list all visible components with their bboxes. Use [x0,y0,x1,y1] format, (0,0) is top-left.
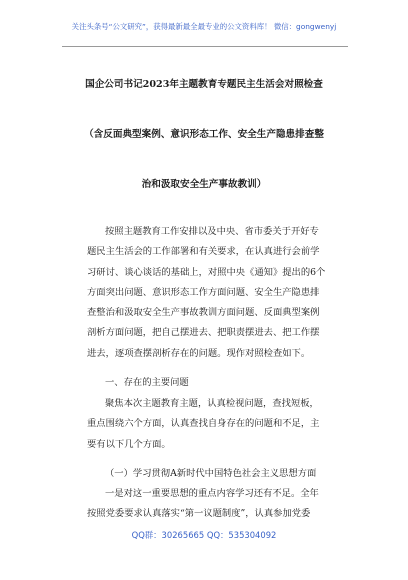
paragraph-line: 进去，逐项查摆剖析存在的问题。现作对照检查如下。 [87,347,311,359]
footer-contact: QQ群：30265665 QQ：535304092 [131,530,277,540]
paragraph-study [87,484,349,525]
paragraph-line: 题民主生活会的工作部署和有关要求，在认真进行会前学 [87,246,320,258]
document-title-line-1: 国企公司书记2023年主题教育专题民主生活会对照检查 [85,79,323,90]
paragraph-line: 聚焦本次主题教育主题，认真检视问题，查找短板， [105,398,319,409]
paragraph-line: 重点围绕六个方面，认真查找自身存在的问题和不足，主 [87,418,320,430]
header-banner: 关注头条号“公文研究”，获得最新最全最专业的公文资料库！ 微信：gongwenyj [71,22,337,31]
paragraph-line: 剖析方面问题，把自己摆进去、把职责摆进去、把工作摆 [87,327,320,339]
paragraph-line: 一是对这一重要思想的重点内容学习还有不足。全年 [105,488,319,499]
paragraph-line: 要有以下几个方面。 [87,438,171,450]
section-heading [87,373,349,393]
document-title-line-3: 治和汲取安全生产事故教训） [141,179,267,190]
subsection-heading-text: （一）学习贯彻A新时代中国特色社会主义思想方面 [105,468,317,479]
subsection-heading [87,464,349,484]
paragraph-line: 按照党委要求认真落实“第一议题制度”，认真参加党委 [87,508,311,520]
header-divider [62,46,348,47]
paragraph-line: 查整治和汲取安全生产事故教训方面问题、反面典型案例 [87,307,320,319]
document-title-line-2: （含反面典型案例、意识形态工作、安全生产隐患排查整 [84,129,324,140]
section-heading-text: 一、存在的主要问题 [105,377,189,388]
paragraph-line: 方面突出问题、意识形态工作方面问题、安全生产隐患排 [87,286,320,298]
paragraph-intro [87,222,349,364]
paragraph-line: 习研讨、谈心谈话的基础上，对照中央《通知》提出的6个 [87,266,326,278]
paragraph-focus [87,394,349,455]
paragraph-line: 按照主题教育工作安排以及中央、省市委关于开好专 [105,226,319,237]
